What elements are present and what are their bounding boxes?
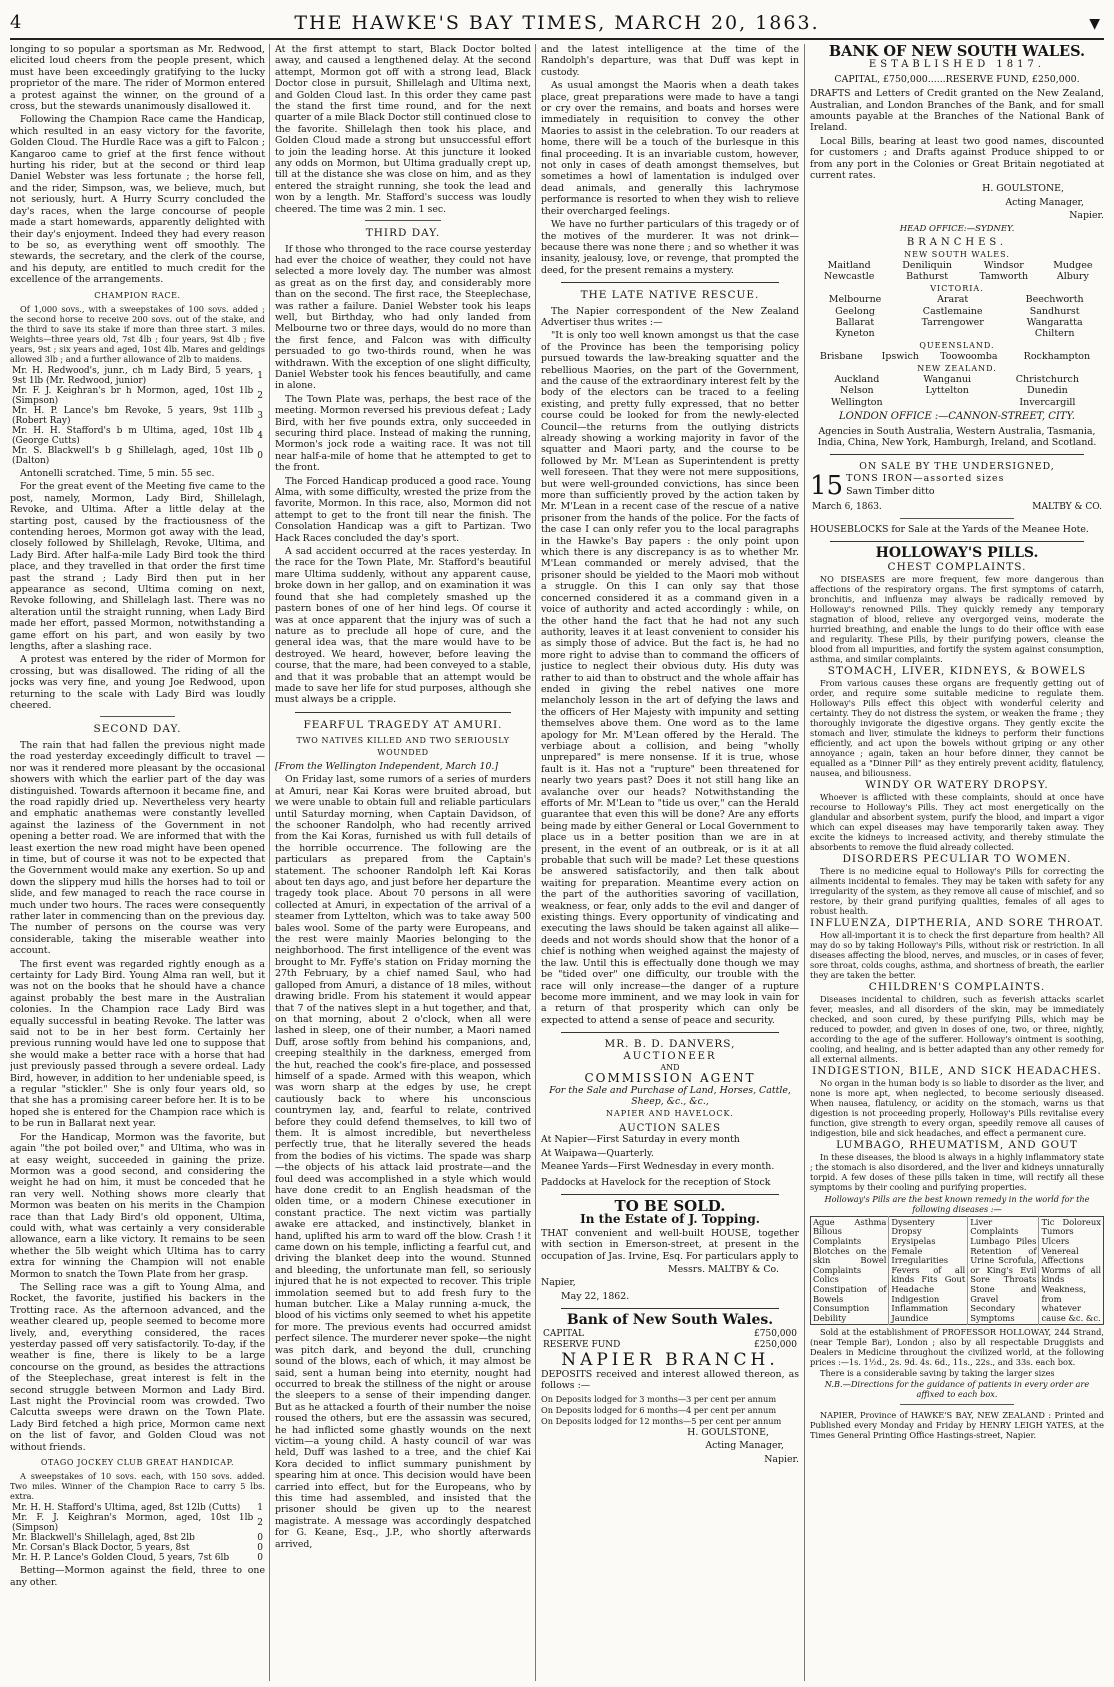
- sales-line: Meanee Yards—First Wednesday in every month.: [541, 1161, 775, 1173]
- branch-row: [810, 374, 1104, 385]
- branch-name: Invercargill: [1019, 396, 1076, 408]
- bank-label: CAPITAL: [543, 1328, 584, 1339]
- branch-name: Mudgee: [1053, 259, 1093, 271]
- sale-heading: ON SALE BY THE UNDERSIGNED,: [859, 461, 1055, 473]
- deposit-rate: On Deposits lodged for 3 months—3 per cent per annum: [541, 1393, 777, 1404]
- result-place: 0: [257, 450, 263, 461]
- result-row: [10, 386, 265, 406]
- branch-heading: NAPIER BRANCH.: [561, 1350, 779, 1371]
- ad-body: There is no medicine equal to Holloway's Pills for correcting the ailments incidental to females. They may be taken with safety for any irregularity of the system, as they remove all cause of mischief, and so restore, by their grand purifying qualities, females of all ages to robust health.: [810, 865, 1104, 916]
- branch-name: Ipswich: [881, 351, 919, 363]
- column-4: [810, 44, 1104, 1681]
- section-heading: LUMBAGO, RHEUMATISM, AND GOUT: [836, 1138, 1078, 1151]
- sales-heading: AUCTION SALES: [619, 1122, 721, 1134]
- disease-column: Tic Doloreux Tumors Ulcers Venereal Affections Worms of all kinds Weakness, from whatever cause &c. &c.: [1039, 1216, 1104, 1325]
- column-rule: [535, 44, 536, 1681]
- article-paragraph: We have no further particulars of this tragedy or of the motives of the murderer. It was not drink—because there was none there ; and so whether it was insanity, jealousy, love, or revenge, that prompted the deed, for the present remains a mystery.: [541, 219, 799, 276]
- disease-table: [810, 1216, 1104, 1326]
- article-headline: THE LATE NATIVE RESCUE.: [580, 289, 760, 302]
- state-label: NEW SOUTH WALES.: [904, 249, 1010, 259]
- signer-place: Napier.: [764, 1453, 799, 1465]
- article-paragraph: The Selling race was a gift to Young Alma, and Rocket, the favorite, justified his backers in the Trotting race. As the afternoon advanced, and the weather cleared up, people seemed to become more lively, and, everything considered, the races yesterday passed off very satisfactorily. To-day, if the weather is fine, there is likely to be a large concourse on the ground, as besides the attractions of the Steeplechase, great interest is felt in the second struggle between Mormon and Lady Bird. Last night the Provincial room was crowded. Two Calcutta sweeps were drawn on the Town Plate. Lady Bird fetched a high price, Mormon came next on the list of favor, and Golden Cloud was not without friends.: [10, 1281, 265, 1453]
- race-conditions: A sweepstakes of 10 sovs. each, with 150 sovs. added. Two miles. Winner of the Champion Race to carry 5 lbs. extra.: [10, 1471, 265, 1502]
- sale-line: Sawn Timber ditto: [846, 486, 935, 498]
- branch-list: [810, 294, 1104, 340]
- race-results: [10, 366, 265, 466]
- section-heading: WINDY OR WATERY DROPSY.: [865, 778, 1049, 791]
- branch-name: Kyneton: [835, 328, 875, 340]
- ad-place: Napier,: [541, 1277, 576, 1289]
- result-entry: Mr. H. H. Stafford's Ultima, aged, 8st 12lb (Cutts): [12, 1503, 241, 1514]
- branch-name: Dunedin: [1027, 385, 1068, 397]
- branch-name: Windsor: [983, 259, 1024, 271]
- branch-name: Tarrengower: [921, 316, 984, 328]
- divider: [295, 712, 511, 713]
- section-heading: INDIGESTION, BILE, AND SICK HEADACHES.: [812, 1064, 1102, 1077]
- sale-line: TONS IRON—assorted sizes: [846, 472, 1005, 484]
- article-paragraph: On Friday last, some rumors of a series of murders at Amuri, near Kai Koras were bruited abroad, but we were unable to obtain full and reliable particulars until Saturday morning, when Captain Davidson, of the schooner Randolph, who had recently arrived from the Kai Koras, furnished us with full details of the horrible occurrence. The following are the particulars as prepared from the Captain's statement. The schooner Randolph left Kai Koras about ten days ago, and just before her departure the tragedy took place. About 70 persons in all were collected at Amuri, in expectation of the arrival of a steamer from Lyttelton, which was to take away 500 bales wool. Some of the party were Europeans, and the rest were mainly Maories belonging to the neighborhood. The first intelligence of the event was brought to Mr. Fyffe's station on Friday morning the 27th February, by a chief named Saul, who had galloped from Amuri, a distance of 18 miles, without drawing bridle. From his statement it would appear that 7 of the natives slept in a hut together, and that, on that morning, about 2 o'clock, when all were lashed in sleep, one of their number, a Maori named Duff, arose softly from behind his companions, and, creeping stealthily in the darkness, emerged from the hut, reached the cook's fire-place, and possessed himself of a spade. Armed with this weapon, which was worn sharp at the edges by use, he crept cautiously back to where his unconscious countrymen lay, and, fearful to relate, contrived before they could defend themselves, to kill two of them. It is almost incredible, but nevertheless perfectly true, that he literally severed the heads from the bodies of his victims. The spade was sharp—the objects of his attack laid prostrate—and the foul deed was accomplished in a style which would have done credit to an English headsman of the olden time, or a modern Chinese executioner in constant practice. The next victim was partially awake ere attacked, and instinctively, blanket in hand, uplifted his arm to ward off the blow. Crash ! it came down on his temple, inflicting a fearful cut, and driving the blanket deep into the wound. Stunned and bleeding, the unfortunate man fell, so seriously injured that he is not expected to recover. This triple immolation seemed but to add fresh fury to the human butcher. Like a Malay running a-muck, the blood of his victims only seemed to whet his appetite for more. The previous events had occurred amidst perfect silence. The murderer never spoke—the night was pitch dark, and beyond the dull, crunching sound of the blows, each of which, it may almost be said, sent a human being into eternity, nought had occurred to break the stillness of the night or arouse the sleepers to a sense of their impending danger. But as he attacked a fourth of their number the noise roused the others, but ere the assassin was secured, he had inflicted some ghastly wounds on the next victim—a young child. A hasty council of war was held, Duff was lashed to a tree, and the chief Kai Kora decided to inflict summary punishment by spearing him at once. This decision would have been carried into effect, but for the Europeans, who by this time had assembled, and insisted that the prisoner should be given up to the nearest magistrate. A message was accordingly despatched for G. Keane, Esq., J.P., who shortly afterwards arrived,: [275, 774, 531, 1550]
- article-paragraph: Following the Champion Race came the Handicap, which resulted in an easy victory for the favorite, Golden Cloud. The Hurdle Race was a gift to Falcon ; Kangaroo came to grief at the first fence without hurting his rider, but at the second or third leap Daniel Webster was less fortunate ; the horse fell, and the rider, Simpson, was, we believe, much, but not seriously, hurt. A Hurry Scurry concluded the day's races, when the large concourse of people made a start homewards, apparently delighted with their day's enjoyment. Indeed they had every reason to be so, as everything went off smoothly. The stewards, the secretary, and the clerk of the course, and his deputy, are entitled to much credit for the excellence of the arrangements.: [10, 114, 265, 286]
- imprint: NAPIER, Province of HAWKE'S BAY, NEW ZEALAND : Printed and Published every Monday and Friday by HENRY LEIGH YATES, at the Times General Printing Office Hastings-street, Napier.: [810, 1410, 1104, 1441]
- column-3: [541, 44, 799, 1681]
- divider: [561, 1032, 779, 1033]
- branch-name: Ballarat: [835, 316, 875, 328]
- column-rule: [804, 44, 805, 1681]
- branch-row: [810, 294, 1104, 305]
- branch-row: [810, 385, 1104, 396]
- branch-list: [810, 351, 1104, 362]
- ad-body: Sold at the establishment of PROFESSOR HOLLOWAY, 244 Strand, (near Temple Bar), London ; also by all respectable Druggists and Dealers in Medicine throughout the civilized world, at the following prices :—1s. 1½d., 2s. 9d. 4s. 6d., 11s., 22s., and 33s. each box.: [810, 1327, 1104, 1368]
- disease-row: [811, 1216, 1104, 1325]
- sales-line: At Waipawa—Quarterly.: [541, 1147, 654, 1159]
- divider: [561, 282, 779, 283]
- branch-name: Geelong: [835, 305, 875, 317]
- ad-body: DEPOSITS received and interest allowed thereon, as follows :—: [541, 1368, 799, 1392]
- divider: [900, 518, 1014, 519]
- result-entry: Mr. H. Redwood's, junr., ch m Lady Bird, 5 years, 9st 1lb (Mr. Redwood, junior): [12, 365, 254, 386]
- bank-heading: BANK OF NEW SOUTH WALES.: [828, 44, 1086, 60]
- sale-footer: [810, 502, 1104, 513]
- branch-name: Newcastle: [823, 271, 875, 283]
- article-paragraph: As usual amongst the Maoris when a death takes place, great preparations were made to have a tangi or cry over the remains, and boats and horses were immediately in requisition to convey the other Maories to assist in the celebration. To our readers at home, there will be a touch of the burlesque in this final proceeding. It is an invariable custom, however, not only in cases of death amongst themselves, but sometimes a howl of lamentation is indulged over dead animals, and generally this lachrymose performance is resorted to when they wish to relieve their overcharged feelings.: [541, 80, 799, 217]
- article-paragraph: longing to so popular a sportsman as Mr. Redwood, elicited loud cheers from the people present, which must have been exceedingly gratifying to the lucky proprietor of the mare. The rider of Mormon entered a protest against the winner, on the ground of a cross, but the stewards unanimously disallowed it.: [10, 44, 265, 113]
- result-place: 0: [257, 1553, 263, 1564]
- section-heading: INFLUENZA, DIPTHERIA, AND SORE THROAT.: [810, 916, 1104, 929]
- result-place: 3: [257, 410, 263, 421]
- divider: [561, 1194, 779, 1195]
- disease-column: Liver Complaints Lumbago Piles Retention of Urine Scrofula, or King's Evil Sore Throats Stone and Gravel Secondary Symptoms: [968, 1216, 1039, 1325]
- divider: [561, 1308, 779, 1309]
- branch-name: Ararat: [937, 294, 969, 306]
- disease-column: Ague Asthma Bilious Complaints Blotches on the skin Bowel Complaints Colics Constipation of Bowels Consumption Debility: [813, 1216, 887, 1323]
- branch-name: Toowoomba: [940, 351, 998, 363]
- branch-row: [810, 306, 1104, 317]
- result-row: [10, 1513, 265, 1533]
- result-row: [10, 446, 265, 466]
- branch-name: Lyttelton: [925, 385, 969, 397]
- article-paragraph: For the great event of the Meeting five came to the post, namely, Mormon, Lady Bird, Shillelagh, Revoke, and Ultima. After a little delay at the starting post, caused by the fractiousness of the contending heroes, Mormon got away with the lead, closely followed by Shillelagh, Revoke, Ultima, and Lady Bird. After half-a-mile Lady Bird took the third place, and they travelled in that order the first time past the strand ; Lady Bird then put in her appearance as second, Ultima coming on next, Revoke following, and Shillelagh last. There was no alteration until the straight running, when Lady Bird made her effort, passed Mormon, notwithstanding a game effort on his part, and won easily by two lengths, after a slashing race.: [10, 481, 265, 653]
- result-row: [10, 366, 265, 386]
- branch-name: Maitland: [827, 259, 871, 271]
- signer-name: H. GOULSTONE,: [687, 1426, 769, 1438]
- race-heading: OTAGO JOCKEY CLUB GREAT HANDICAP.: [40, 1458, 235, 1468]
- branch-name: Chiltern: [1034, 328, 1075, 340]
- branch-row: [810, 271, 1104, 282]
- state-label: NEW ZEALAND.: [917, 363, 997, 373]
- sales-line: At Napier—First Saturday in every month: [541, 1134, 740, 1146]
- result-row: [10, 1553, 265, 1563]
- section-heading: DISORDERS PECULIAR TO WOMEN.: [842, 852, 1072, 865]
- head-office: HEAD OFFICE:—SYDNEY.: [899, 223, 1015, 234]
- signer-place: Napier.: [1069, 210, 1104, 222]
- result-row: [10, 426, 265, 446]
- bank-heading: Bank of New South Wales.: [566, 1312, 774, 1329]
- section-heading: STOMACH, LIVER, KIDNEYS, & BOWELS: [827, 664, 1087, 677]
- bank-label: RESERVE FUND: [543, 1340, 621, 1351]
- race-heading: CHAMPION RACE.: [94, 290, 181, 300]
- result-place: 1: [257, 1503, 263, 1514]
- branch-name: Bathurst: [906, 271, 949, 283]
- result-entry: Mr. F. J. Keighran's br h Mormon, aged, 10st 1lb (Simpson): [12, 385, 254, 406]
- branch-row: [810, 260, 1104, 271]
- race-conditions: Of 1,000 sovs., with a sweepstakes of 100 sovs. added ; the second horse to receive 200 sovs. out of the stake, and the third to save its stake if more than three start. 3 miles. Weights—three years old, 7st 4lb ; four years, 9st 4lb ; five years, 9st ; six years and aged, 10st 4lb. Mares and geldings allowed 3lb ; and a further allowance of 2lb to maidens.: [10, 303, 265, 364]
- sale-date: March 6, 1863.: [812, 501, 882, 512]
- bank-capital: CAPITAL, £750,000......RESERVE FUND, £250,000.: [834, 73, 1080, 85]
- result-entry: Mr. H. P. Lance's Golden Cloud, 5 years, 7st 6lb: [12, 1553, 230, 1564]
- article-headline: FEARFUL TRAGEDY AT AMURI.: [303, 718, 503, 731]
- advertiser-title: COMMISSION AGENT: [584, 1071, 756, 1086]
- ad-note: N.B.—Directions for the guidance of patients in every order are affixed to each box.: [824, 1379, 1090, 1400]
- result-entry: Mr. S. Blackwell's b g Shillelagh, aged, 10st 1lb (Dalton): [12, 445, 254, 466]
- agencies: Agencies in South Australia, Western Australia, Tasmania, India, China, New York, Hamburgh, Ireland, and Scotland.: [817, 425, 1097, 448]
- branch-name: Nelson: [839, 385, 874, 397]
- deposit-rate: On Deposits lodged for 12 months—5 per cent per annum: [541, 1415, 782, 1426]
- houseblocks-ad: HOUSEBLOCKS for Sale at the Yards of the Meanee Hote.: [810, 524, 1089, 536]
- newspaper-title: THE HAWKE'S BAY TIMES, MARCH 20, 1863.: [294, 12, 820, 34]
- branch-name: Beechworth: [1025, 294, 1084, 306]
- ad-subheadline: In the Estate of J. Topping.: [580, 1212, 760, 1227]
- signer-title: Acting Manager,: [1005, 196, 1084, 208]
- sales-line: Paddocks at Havelock for the reception of Stock: [541, 1176, 771, 1188]
- advertiser-and: AND: [660, 1062, 680, 1072]
- masthead: [10, 6, 1104, 40]
- ad-body: No organ in the human body is so liable to disorder as the liver, and none is more apt, when neglected, to become seriously diseased. When nausea, flatulency, or acidity on the stomach, warns us that digestion is not proceeding properly, Holloway's Pills revitalise every function, give strength to every organ, speedily remove all causes of indigestion, bile and sick headaches, and effect a permanent cure.: [810, 1077, 1104, 1138]
- article-paragraph: The rain that had fallen the previous night made the road yesterday exceedingly difficult to travel —nor was it rendered more pleasant by the occasional showers with which the earlier part of the day was distinguished. Towards afternoon it became fine, and the road rapidly dried up. Nevertheless very hearty and emphatic anathemas were constantly levelled against the laziness of the Government in not opening a better road. We are informed that with the least exertion the new road might have been opened in time, but of course it was not to be expected that the Government would make any exertion. So up and down the slippery mud hills the horses had to toil or slide, and few managed to reach the race course in much under two hours. The races were consequently rather later in commencing than on the previous day. The number of persons on the course was very considerable, taking the miserable weather into account.: [10, 739, 265, 957]
- article-paragraph: The Forced Handicap produced a good race. Young Alma, with some difficulty, wrested the prize from the favorite, Mormon. In this race, also, Mormon did not attempt to get to the front till near the finish. The Consolation Handicap was a gift to Partizan. Two Hack Races concluded the day's sport.: [275, 475, 531, 544]
- sale-footer-row: [810, 502, 1104, 513]
- result-row: [10, 406, 265, 426]
- branch-name: [900, 328, 1005, 339]
- ad-body: NO DISEASES are more frequent, few more dangerous than affections of the respiratory organs. The first symptoms of catarrh, bronchitis, and influenza may always be radically removed by Holloway's renowned Pills. They quickly remedy any temporary stagnation of blood, relieve any overgorged veins, moderate the hurried breathing, and enable the lungs to do their office with ease and regularity. These Pills, by their purifying powers, cleanse the blood from all impurities, and fortify the system against consumption, asthma, and similar complaints.: [810, 573, 1104, 664]
- result-row: [10, 1533, 265, 1543]
- ad-agent: Messrs. MALTBY & Co.: [668, 1264, 779, 1276]
- article-paragraph: The Napier correspondent of the New Zealand Advertiser thus writes :—: [541, 305, 799, 328]
- bank-established: ESTABLISHED 1817.: [868, 59, 1046, 71]
- branch-name: [904, 397, 991, 408]
- article-paragraph: "It is only too well known amongst us that the case of the Province has been the temporising policy pursued towards the law-breaking squatter and the rebellious Maories, on the part of the Government, and the cause of the extraordinary interest felt by the body of the electors can be traced to a feeling existing, and pretty fully expressed, that no better course could be looked for from the newly-elected Council—the returns from the outlying districts already showing a working majority in favor of the squatter and Maori party, and the course to be followed by Mr. M'Lean as Superintendent is pretty well foreseen. That they were not mere suppositions, but were well-grounded convictions, has since been more than sufficiently proved by the action taken by Mr. M'Lean in a recent case of the rescue of a native prisoner from the hands of the police. For the facts of the case I can only refer you to the local paragraphs in the Hawke's Bay papers : the only point upon which there is any discrepancy is as to whether Mr. M'Lean commanded or merely advised, that the prisoner should be yielded to the Maori mob without a struggle. On this I can only say that those concerned considered it as a command given in a voice of authority and acted accordingly : while, on the other hand the fact that he had not any such authority, leaves it at least convenient to consider his as simply those of advice. But the fact is, he had no more right to advise than to command the officers of justice to neglect their obvious duty. His duty was rather to aid than to obstruct and the whole affair has ended in giving the rebel natives one more melancholy lesson in the art of defying the laws and the officers of Her Majesty with impunity and setting themselves above them. One word as to the lame apology for Mr. M'Lean offered by the Herald. The verbiage about a collision, and being "wholly unprepared" is mere nonsense. If it is true, whose fault is it. Has not a "rupture" been threatened for nearly two years past? Does it not still hang like an avalanche over our heads? Notwithstanding the efforts of Mr. M'Lean to "tide us over," can the Herald guarantee that even this will be done? Are any efforts being made by either General or Local Government to place us in a better position than we are in at present, in the event of an outbreak, or is it at all probable that such will be made? Let these questions be answered satisfactorily, and then talk about waiting for preparation. Meantime every action on the part of the authorities savoring of vacillation, weakness, or fear, only adds to the evil and danger of existing things. Every opportunity of vindicating and executing the laws should be taken against all alike—deeds and not words should show that the honor of a chief is nothing when weighed against the majesty of the law. Until this is effectually done though we may be "tided over" one difficulty, our trouble with the race will only increase—the danger of a rupture become more imminent, and we may look in vain for a return of that prosperity which can only be expected to attend a sense of peace and security.: [541, 330, 799, 1026]
- branch-row: [810, 351, 1104, 362]
- branch-name: Sandhurst: [1029, 305, 1080, 317]
- divider: [900, 1404, 1014, 1405]
- branch-name: Rockhampton: [1023, 351, 1091, 363]
- branches-heading: BRANCHES.: [906, 237, 1008, 249]
- holloway-heading: HOLLOWAY'S PILLS.: [875, 545, 1039, 562]
- bank-figures: [541, 1329, 799, 1352]
- race-results: [10, 1503, 265, 1563]
- section-heading: CHEST COMPLAINTS.: [887, 560, 1027, 573]
- advertiser-place: NAPIER AND HAVELOCK.: [606, 1108, 734, 1118]
- section-heading: SECOND DAY.: [93, 723, 182, 736]
- london-office: LONDON OFFICE :—CANNON-STREET, CITY.: [839, 411, 1075, 423]
- article-paragraph: A sad accident occurred at the races yesterday. In the race for the Town Plate, Mr. Stafford's beautiful mare Ultima suddenly, without any apparent cause, broke down in her gallop, and on examination it was found that she had completely smashed up the pastern bones of one of her hind legs. Of course it was at once apparent that the injury was of such a nature as to preclude all hope of cure, and the general idea was, that the mare would have to be destroyed. We heard, however, before leaving the course, that the mare, had been conveyed to a stable, and that it was probable that an attempt would be made to save her life for stud purposes, although she must always be a cripple.: [275, 546, 531, 706]
- branch-name: Deniliquin: [902, 259, 953, 271]
- disease-column: Dysentery Dropsy Erysipelas Female Irregularities Fevers of all kinds Fits Gout Headache Indigestion Inflammation Jaundice: [889, 1216, 968, 1325]
- ad-body: From various causes these organs are frequently getting out of order, and require some suitable medicine to regulate them. Holloway's Pills effect this object with wonderful celerity and certainty. They do not distress the system, or weaken the frame ; they thoroughly invigorate the digestive organs. They gently excite the stomach and liver, stimulate the kidneys to perform their functions efficiently, and act upon the bowels without griping or any other annoyance ; again, taken an hour before dinner, they cannot be equalled as a "Dinner Pill" as they entirely prevent acidity, flatulency, nausea, and biliousness.: [810, 677, 1104, 778]
- branch-name: Melbourne: [828, 294, 882, 306]
- state-label: VICTORIA.: [930, 283, 984, 293]
- deposit-rate: On Deposits lodged for 6 months—4 per cent per annum: [541, 1404, 777, 1415]
- branch-name: Albury: [1056, 271, 1089, 283]
- branch-row: [810, 317, 1104, 328]
- branch-list: [810, 374, 1104, 408]
- article-paragraph: If those who thronged to the race course yesterday had ever the choice of weather, they could not have selected a more lovely day. The number was almost as great as on the first day, and considerably more than on the second. The first race, the Steeplechase, was rather a failure. Daniel Webster took his leaps well, but Birthday, who had only landed from Melbourne two or three days, would do no more than the first fence, and Falcon was with difficulty persuaded to go two-thirds round, when he was withdrawn. With the exception of one slight difficulty, Daniel Webster took his fences beautifully, and came in alone.: [275, 243, 531, 392]
- advertiser-services: For the Sale and Purchase of Land, Horses, Cattle, Sheep, &c., &c.,: [549, 1084, 791, 1108]
- state-label: QUEENSLAND.: [919, 340, 995, 350]
- branch-name: Auckland: [834, 373, 880, 385]
- corner-arrow-icon: ▼: [1089, 16, 1100, 32]
- section-heading: CHILDREN'S COMPLAINTS.: [868, 980, 1046, 993]
- sale-agent: MALTBY & CO.: [1032, 501, 1102, 512]
- result-place: 1: [257, 370, 263, 381]
- ad-body: How all-important it is to check the first departure from health? All may do so by taking Holloway's Pills, without risk or restriction. In all diseases affecting the blood, nerves, and muscles, or in cases of fever, sore throat, colds coughs, asthma, and shortness of breath, the earlier they are taken the better.: [810, 929, 1104, 980]
- branch-name: Brisbane: [819, 351, 863, 363]
- signer-title: Acting Manager,: [705, 1440, 784, 1452]
- article-paragraph: Betting—Mormon against the field, three to one any other.: [10, 1565, 265, 1588]
- article-paragraph: Antonelli scratched. Time, 5 min. 55 sec.: [20, 467, 215, 479]
- ad-body: Diseases incidental to children, such as feverish attacks scarlet fever, measles, and all disorders of the skin, may be immediately checked, and soon cured, by these purifying Pills, which may be reduced to powder, and given in doses of one, two, or three, nightly, according to the age of the sufferer. Holloway's ointment is soothing, cooling, and healing, and is better adapted than any other remedy for all external ailments.: [810, 993, 1104, 1064]
- ad-body: There is a considerable saving by taking the larger sizes: [820, 1368, 1055, 1379]
- branch-name: Wellington: [831, 396, 883, 408]
- article-paragraph: and the latest intelligence at the time of the Randolph's departure, was that Duff was kept in custody.: [541, 44, 799, 78]
- ad-body: DRAFTS and Letters of Credit granted on the New Zealand, Australian, and London Branches of the Bank, and for small amounts payable at the Branches of the National Bank of Ireland.: [810, 88, 1104, 134]
- column-2: [275, 44, 531, 1681]
- branch-name: Wangaratta: [1026, 316, 1083, 328]
- ad-body: In these diseases, the blood is always in a highly inflammatory state ; the stomach is also disordered, and the liver and kidneys unnaturally torpid. A few doses of these pills taken in time, will rectify all these symptoms by their cooling and purifying properties.: [810, 1151, 1104, 1192]
- branch-list: [810, 260, 1104, 283]
- bank-value: £250,000: [754, 1340, 797, 1351]
- result-row: [10, 1503, 265, 1513]
- result-place: 0: [257, 1533, 263, 1544]
- branch-name: Castlemaine: [922, 305, 983, 317]
- article-subheadline: TWO NATIVES KILLED AND TWO SERIOUSLY WOUNDED: [296, 736, 510, 757]
- column-1: [10, 44, 265, 1681]
- article-source: [From the Wellington Independent, March 10.]: [275, 760, 499, 772]
- result-place: 4: [257, 430, 263, 441]
- bank-row: [541, 1329, 799, 1340]
- result-entry: Mr. Corsan's Black Doctor, 5 years, 8st: [12, 1543, 190, 1554]
- disease-table-title: Holloway's Pills are the best known remedy in the world for the following diseases :—: [824, 1193, 1090, 1214]
- divider: [830, 541, 1084, 542]
- article-paragraph: The first event was regarded rightly enough as a certainty for Lady Bird. Young Alma ran well, but it was not on the books that he should have a chance against probably the best mare in the Australian colonies. In the Champion race Lady Bird was equally successful in beating Revoke. The latter was said not to be in her best form. Certainly her previous running would have led one to suppose that she would make a better race with a horse that had just previously passed through a severe ordeal. Lady Bird, however, in addition to her undeniable speed, is a regular "stickler." She is only four years old, so that she has a promising career before her. It is to be hoped she is entered for the Champion race which is to be run in Ballarat next year.: [10, 958, 265, 1130]
- page-number: 4: [10, 12, 22, 33]
- result-entry: Mr. Blackwell's Shillelagh, aged, 8st 2lb: [12, 1533, 195, 1544]
- ad-headline: TO BE SOLD.: [614, 1197, 726, 1215]
- article-paragraph: A protest was entered by the rider of Mormon for crossing, but was disallowed. The riding of all the jocks was very fine, and young Joe Redwood, upon returning to the scale with Lady Bird was loudly cheered.: [10, 654, 265, 712]
- branch-name: Wanganui: [923, 373, 972, 385]
- result-row: [10, 1543, 265, 1553]
- advertiser-title: AUCTIONEER: [623, 1050, 717, 1062]
- divider: [830, 454, 1084, 455]
- advertiser-name: MR. B. D. DANVERS,: [604, 1038, 736, 1051]
- article-paragraph: For the Handicap, Mormon was the favorite, but again "the pot boiled over," and Ultima, who was in at easy weight, succeeded in gaining the prize. Mormon was a good second, and considering the weight he had on him, it must be conceded that he ran very well. Nothing shows more clearly that Mormon was beaten on his merits in the Champion race than that Lady Bird's old opponent, Ultima, could with, what was certainly a very considerable allowance, earn a like victory. It remains to be seen whether the 5lb weight which Ultima has to carry extra for winning the Champion will not enable Mormon to snatch the Town Plate from her grasp.: [10, 1131, 265, 1280]
- article-paragraph: The Town Plate was, perhaps, the best race of the meeting. Mormon reversed his previous defeat ; Lady Bird, with her five pounds extra, only succeeded in securing third place. Instead of making the running, Mormon's jock rode a waiting race. It was not till near half-a-mile of home that he attempted to get to the front.: [275, 393, 531, 474]
- ad-body: Local Bills, bearing at least two good names, discounted for customers ; and Drafts against Produce shipped to or from any port in the Colonies or Great Britain negotiated at current rates.: [810, 135, 1104, 182]
- result-place: 0: [257, 1543, 263, 1554]
- result-entry: Mr. H. P. Lance's bm Revoke, 5 years, 9st 11lb (Robert Ray): [12, 405, 254, 426]
- branch-row: [810, 328, 1104, 339]
- result-entry: Mr. H. H. Stafford's b m Ultima, aged, 10st 1lb (George Cutts): [12, 425, 254, 446]
- signer-name: H. GOULSTONE,: [982, 183, 1064, 195]
- article-paragraph: At the first attempt to start, Black Doctor bolted away, and caused a lengthened delay. At the second attempt, Mormon got off with a strong lead, Black Doctor close in pursuit, Shillelagh and Ultima next, and Golden Cloud last. In this order they came past the stand the first time round, and for the next quarter of a mile Black Doctor still continued close to the favorite. Shillelagh then took his place, and Golden Cloud made a strong but unsuccessful effort to join the leading horse. At this juncture it looked any odds on Mormon, but Ultima gradually crept up, till at the distance she was close on him, and as they entered the straight running, she took the lead and won by a length. Mr. Stafford's success was loudly cheered. The time was 2 min. 1 sec.: [275, 44, 531, 215]
- divider: [100, 716, 175, 717]
- column-rule: [269, 44, 270, 1681]
- result-place: 2: [257, 1518, 263, 1529]
- ad-body: THAT convenient and well-built HOUSE, together with section in Emerson-street, at present in the occupation of Jas. Irvine, Esq. For particulars apply to: [541, 1227, 799, 1262]
- result-place: 2: [257, 390, 263, 401]
- bank-value: £750,000: [754, 1328, 797, 1339]
- ad-date: May 22, 1862.: [561, 1290, 630, 1302]
- sale-quantity: 15: [810, 472, 844, 500]
- branch-name: Tamworth: [979, 271, 1029, 283]
- ad-body: Whoever is afflicted with these complaints, should at once have recourse to Holloway's Pills. They act most energetically on the glandular and absorbent system, purify the blood, and impart a vigor which can expel diseases may have temporarily taken away. They excite the kidneys to increased activity, and thereby stimulate the absorbents to remove the fluid already collected.: [810, 791, 1104, 852]
- divider: [365, 220, 441, 221]
- result-entry: Mr. F. J. Keighran's Mormon, aged, 10st 1lb (Simpson): [12, 1513, 254, 1534]
- branch-name: Christchurch: [1015, 373, 1079, 385]
- section-heading: THIRD DAY.: [365, 227, 441, 240]
- branch-row: [810, 397, 1104, 408]
